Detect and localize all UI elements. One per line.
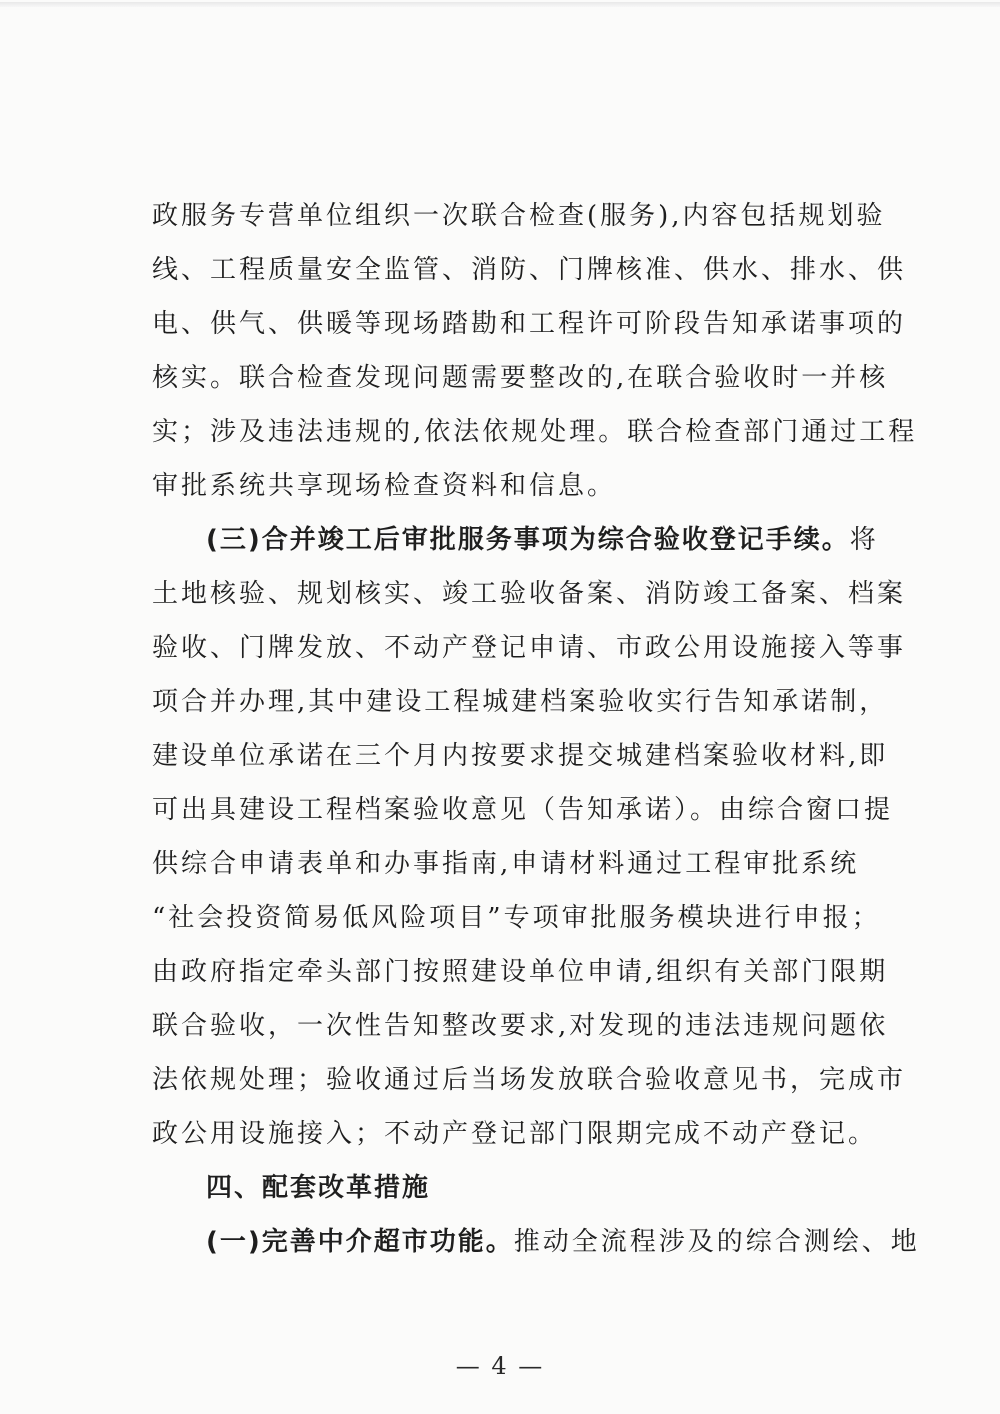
- text-line: 实；涉及违法违规的,依法依规处理。联合检查部门通过工程: [152, 417, 918, 447]
- page-number: — 4 —: [455, 1352, 545, 1380]
- text-line: 可出具建设工程档案验收意见（告知承诺）。由综合窗口提: [152, 795, 894, 825]
- body-text: [152, 189, 920, 1269]
- section-3-first-line: [152, 513, 879, 567]
- text-line: 联合验收，一次性告知整改要求,对发现的违法违规问题依: [152, 1011, 889, 1041]
- text-line: 法依规处理；验收通过后当场发放联合验收意见书，完成市: [152, 1065, 907, 1095]
- section-4-1-rest: 推动全流程涉及的综合测绘、地: [513, 1227, 920, 1257]
- scan-top-edge: [0, 2, 1000, 7]
- text-line: 建设单位承诺在三个月内按要求提交城建档案验收材料,即: [152, 741, 889, 771]
- text-line: 核实。联合检查发现问题需要整改的,在联合验收时一并核: [152, 363, 889, 393]
- section-4-1-line: [152, 1215, 920, 1269]
- text-line: 由政府指定牵头部门按照建设单位申请,组织有关部门限期: [152, 957, 889, 987]
- text-line: 电、供气、供暖等现场踏勘和工程许可阶段告知承诺事项的: [152, 309, 907, 339]
- text-line: 审批系统共享现场检查资料和信息。: [152, 471, 617, 501]
- text-line: 政公用设施接入；不动产登记部门限期完成不动产登记。: [152, 1119, 878, 1149]
- text-line: 政服务专营单位组织一次联合检查(服务),内容包括规划验: [152, 201, 886, 231]
- section-3-lead-tail: 将: [849, 525, 879, 555]
- text-line: 项合并办理,其中建设工程城建档案验收实行告知承诺制，: [152, 687, 889, 717]
- section-3-lead: (三)合并竣工后审批服务事项为综合验收登记手续。: [206, 525, 850, 555]
- text-line: 供综合申请表单和办事指南,申请材料通过工程审批系统: [152, 849, 860, 879]
- text-line: 线、工程质量安全监管、消防、门牌核准、供水、排水、供: [152, 255, 907, 285]
- section-heading-4: 四、配套改革措施: [206, 1173, 431, 1203]
- text-line: “社会投资简易低风险项目”专项审批服务模块进行申报；: [152, 903, 881, 933]
- section-4-1-lead: (一)完善中介超市功能。: [206, 1227, 514, 1257]
- text-line: 验收、门牌发放、不动产登记申请、市政公用设施接入等事: [152, 633, 907, 663]
- text-line: 土地核验、规划核实、竣工验收备案、消防竣工备案、档案: [152, 579, 907, 609]
